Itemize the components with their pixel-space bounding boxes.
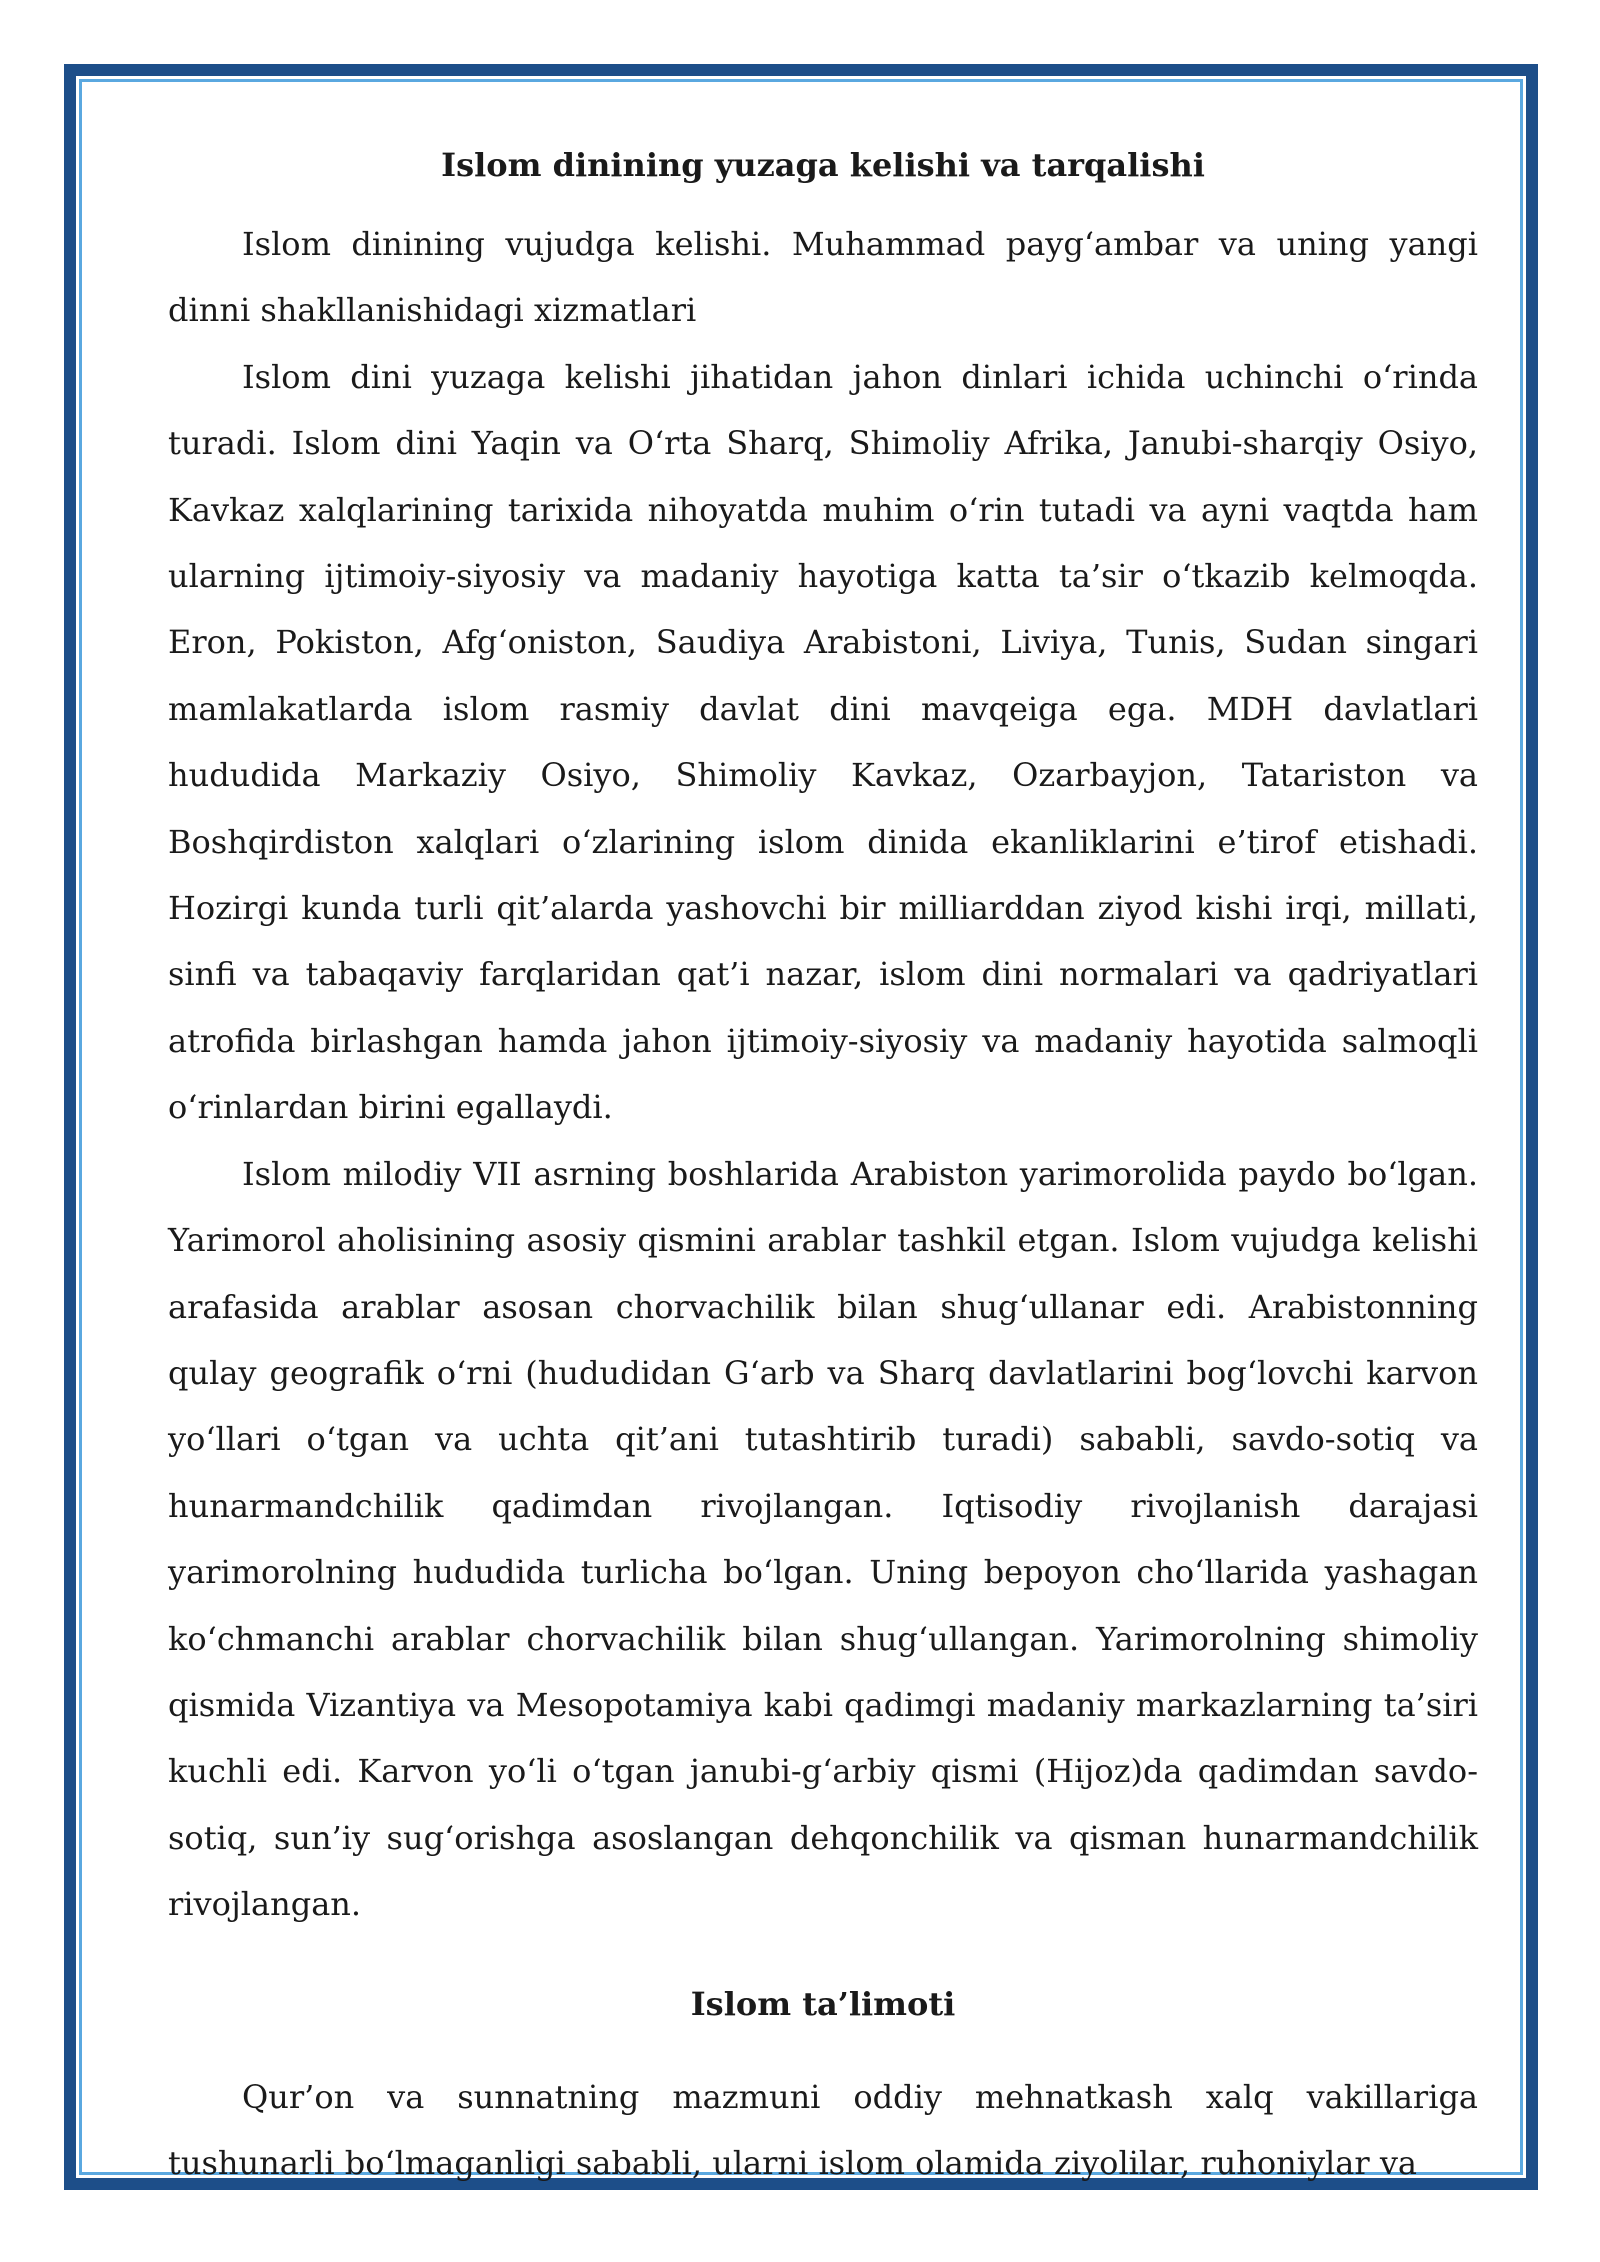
document-body — [168, 145, 1478, 2196]
paragraph-final: Qur’on va sunnatning mazmuni oddiy mehnatkash xalq vakillariga tushunarli bo‘lmaganligi sababli, ularni islom olamida ziyolilar, ruhoniylar va — [168, 2077, 1478, 2182]
paragraph-world-religions: Islom dini yuzaga kelishi jihatidan jahon dinlari ichida uchinchi o‘rinda turadi. Islom dini Yaqin va O‘rta Sharq, Shimoliy Afrika, Janubi-sharqiy Osiyo, Kavkaz xalqlarining tarixida nihoyatda muhim o‘rin tutadi va ayni vaqtda ham ularning ijtimoiy-siyosiy va madaniy hayotiga katta ta’sir o‘tkazib kelmoqda. Eron, Pokiston, Afg‘oniston, Saudiya Arabistoni, Liviya, Tunis, Sudan singari mamlakatlarda islom rasmiy davlat dini mavqeiga ega. MDH davlatlari hududida Markaziy Osiyo, Shimoliy Kavkaz, Ozarbayjon, Tatariston va Boshqirdiston xalqlari o‘zlarining islom dinida ekanliklarini e’tirof etishadi. Hozirgi kunda turli qit’alarda yashovchi bir milliarddan ziyod kishi irqi, millati, sinfi va tabaqaviy farqlaridan qat’i nazar, islom dini normalari va qadriyatlari atrofida birlashgan hamda jahon ijtimoiy-siyosiy va madaniy hayotida salmoqli o‘rinlardan birini egallaydi. — [168, 357, 1478, 1127]
section-subtitle: Islom ta’limoti — [690, 1984, 956, 2023]
paragraph-arabia-origins: Islom milodiy VII asrning boshlarida Arabiston yarimorolida paydo bo‘lgan. Yarimorol aholisining asosiy qismini arablar tashkil etgan. Islom vujudga kelishi arafasida arablar asosan chorvachilik bilan shug‘ullanar edi. Arabistonning qulay geografik o‘rni (hududidan G‘arb va Sharq davlatlarini bog‘lovchi karvon yo‘llari o‘tgan va uchta qit’ani tutashtirib turadi) sababli, savdo-sotiq va hunarmandchilik qadimdan rivojlangan. Iqtisodiy rivojlanish darajasi yarimorolning hududida turlicha bo‘lgan. Uning bepoyon cho‘llarida yashagan ko‘chmanchi arablar chorvachilik bilan shug‘ullangan. Yarimorolning shimoliy qismida Vizantiya va Mesopotamiya kabi qadimgi madaniy markazlarning ta’siri kuchli edi. Karvon yo‘li o‘tgan janubi-g‘arbiy qismi (Hijoz)da qadimdan savdo-sotiq, sun’iy sug‘orishga asoslangan dehqonchilik va qisman hunarmandchilik rivojlangan. — [168, 1154, 1478, 1924]
document-title: Islom dinining yuzaga kelishi va tarqalishi — [441, 146, 1205, 184]
paragraph-intro: Islom dinining vujudga kelishi. Muhammad payg‘ambar va uning yangi dinni shakllanishidagi xizmatlari — [168, 225, 1478, 330]
